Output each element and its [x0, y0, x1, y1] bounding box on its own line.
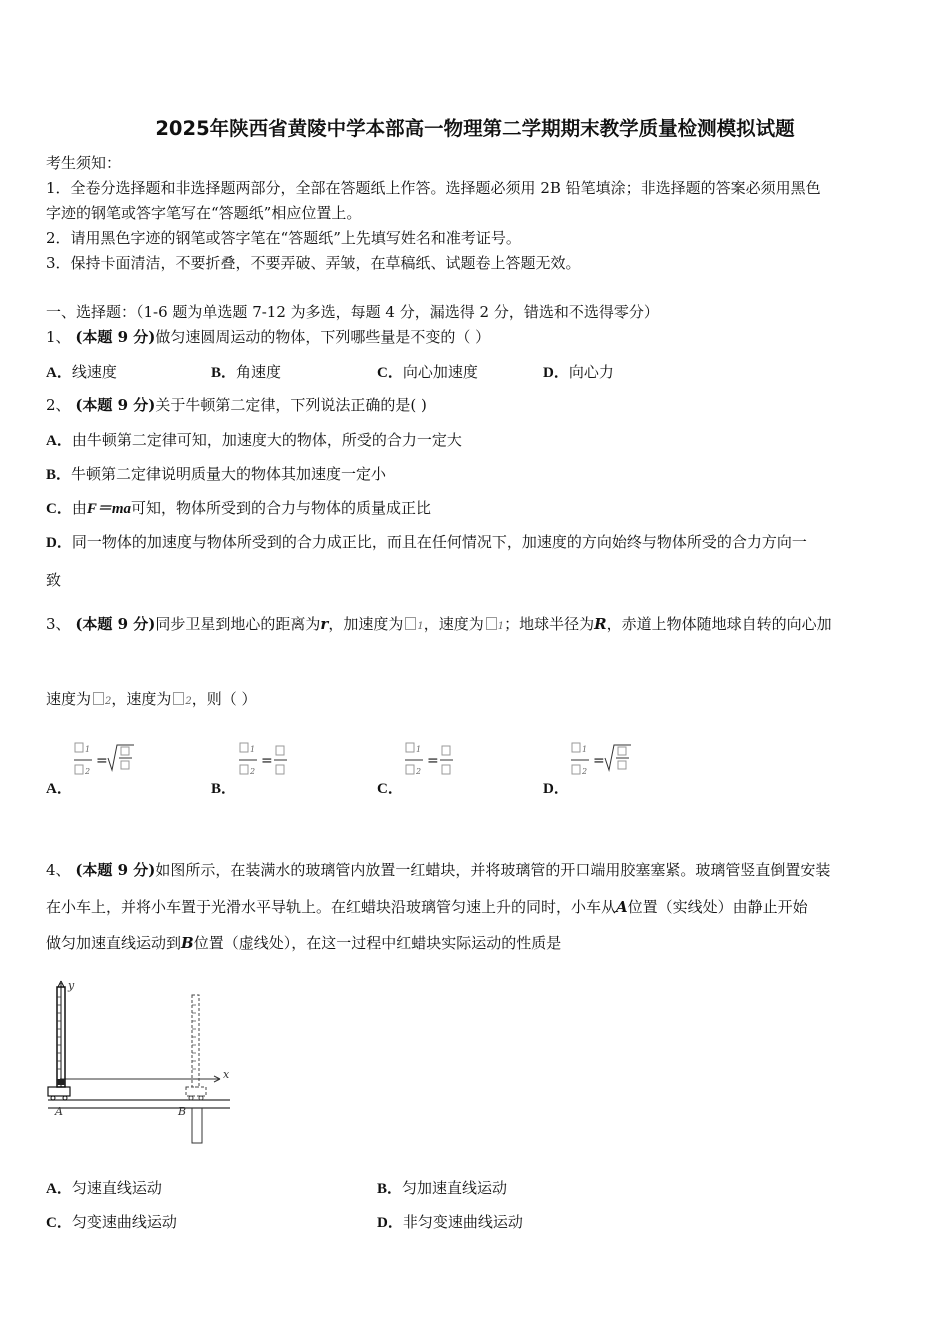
q4-option-c: C．匀变速曲线运动: [46, 1213, 177, 1231]
q3-option-d-formula: [569, 740, 639, 784]
notice-heading: 考生须知：: [46, 154, 122, 172]
section-heading: 一、选择题：（1-6 题为单选题 7-12 为多选，每题 4 分，漏选得 2 分，错选和不选得零分）: [46, 303, 659, 321]
q4-option-a: A．匀速直线运动: [46, 1179, 162, 1197]
notice-item-2: 2．请用黑色字迹的钢笔或答字笔在“答题纸”上先填写姓名和准考证号。: [46, 229, 521, 247]
question-3-stem: 3、 (本题 9 分)同步卫星到地心的距离为r，加速度为 1，速度为 1；地球半径为R，赤道上物体随地球自转的向心加: [46, 615, 832, 633]
q4-option-b: B．匀加速直线运动: [377, 1179, 508, 1197]
q3-option-c: C．: [377, 781, 403, 797]
q3-option-d: D．: [543, 781, 569, 797]
q2-option-b: B．牛顿第二定律说明质量大的物体其加速度一定小: [46, 465, 387, 483]
x-axis-label: x: [223, 1068, 230, 1081]
svg-text:2: 2: [250, 767, 256, 776]
q3-option-b-formula: [237, 740, 297, 784]
q1-option-a: A．线速度: [46, 363, 117, 381]
question-2-stem: 2、 (本题 9 分)关于牛顿第二定律，下列说法正确的是( ): [46, 396, 427, 414]
q2-option-d-cont: 致: [46, 571, 62, 589]
q4-figure: [40, 975, 240, 1145]
notice-item-1: 1．全卷分选择题和非选择题两部分，全部在答题纸上作答。选择题必须用 2B 铅笔填涂；非选择题的答案必须用黑色: [46, 179, 821, 197]
question-4-stem: 4、 (本题 9 分)如图所示，在装满水的玻璃管内放置一红蜡块，并将玻璃管的开口端用胶塞塞紧。玻璃管竖直倒置安装: [46, 861, 831, 879]
q2-option-a: A．由牛顿第二定律可知，加速度大的物体，所受的合力一定大: [46, 431, 462, 449]
question-4-stem-line3: 做匀加速直线运动到B位置（虚线处），在这一过程中红蜡块实际运动的性质是: [46, 934, 562, 952]
position-a-label: A: [55, 1105, 63, 1118]
svg-text:=: =: [261, 753, 273, 769]
question-1-stem: [46, 327, 490, 347]
svg-text:1: 1: [416, 745, 422, 754]
position-b-label: B: [178, 1105, 187, 1118]
question-score: (本题 9 分): [75, 328, 156, 346]
svg-text:1: 1: [85, 745, 91, 754]
svg-text:=: =: [427, 753, 439, 769]
notice-item-1-cont: 字迹的钢笔或答字笔写在“答题纸”相应位置上。: [46, 204, 362, 222]
y-axis-label: y: [68, 979, 75, 992]
svg-text:2: 2: [85, 767, 91, 776]
q3-option-c-formula: [403, 740, 463, 784]
q1-option-b: B．角速度: [211, 363, 282, 381]
q3-option-b: B．: [211, 781, 237, 797]
q3-option-a: A．: [46, 781, 72, 797]
q2-option-c: C．由F＝ma可知，物体所受到的合力与物体的质量成正比: [46, 499, 432, 517]
question-text: 做匀速圆周运动的物体，下列哪些量是不变的（ ）: [155, 328, 491, 346]
q4-option-d: D．非匀变速曲线运动: [377, 1213, 523, 1231]
notice-item-3: 3．保持卡面清洁，不要折叠，不要弄破、弄皱，在草稿纸、试题卷上答题无效。: [46, 254, 581, 272]
svg-text:=: =: [593, 753, 605, 769]
q2-option-d: D．同一物体的加速度与物体所受到的合力成正比，而且在任何情况下，加速度的方向始终与物体所受的合力方向一: [46, 533, 807, 551]
question-3-stem-cont: 速度为 2，速度为 2，则（ ）: [46, 690, 257, 708]
svg-text:2: 2: [582, 767, 588, 776]
q1-option-d: D．向心力: [543, 363, 614, 381]
question-number: 1、: [46, 328, 71, 346]
page-title: 2025年陕西省黄陵中学本部高一物理第二学期期末教学质量检测模拟试题: [155, 117, 795, 140]
svg-text:=: =: [96, 753, 108, 769]
q3-option-a-formula: [72, 740, 142, 784]
question-4-stem-line2: 在小车上，并将小车置于光滑水平导轨上。在红蜡块沿玻璃管匀速上升的同时，小车从A位置（实线处）由静止开始: [46, 898, 808, 916]
svg-text:1: 1: [250, 745, 256, 754]
svg-text:2: 2: [416, 767, 422, 776]
q1-option-c: C．向心加速度: [377, 363, 478, 381]
svg-text:1: 1: [582, 745, 588, 754]
